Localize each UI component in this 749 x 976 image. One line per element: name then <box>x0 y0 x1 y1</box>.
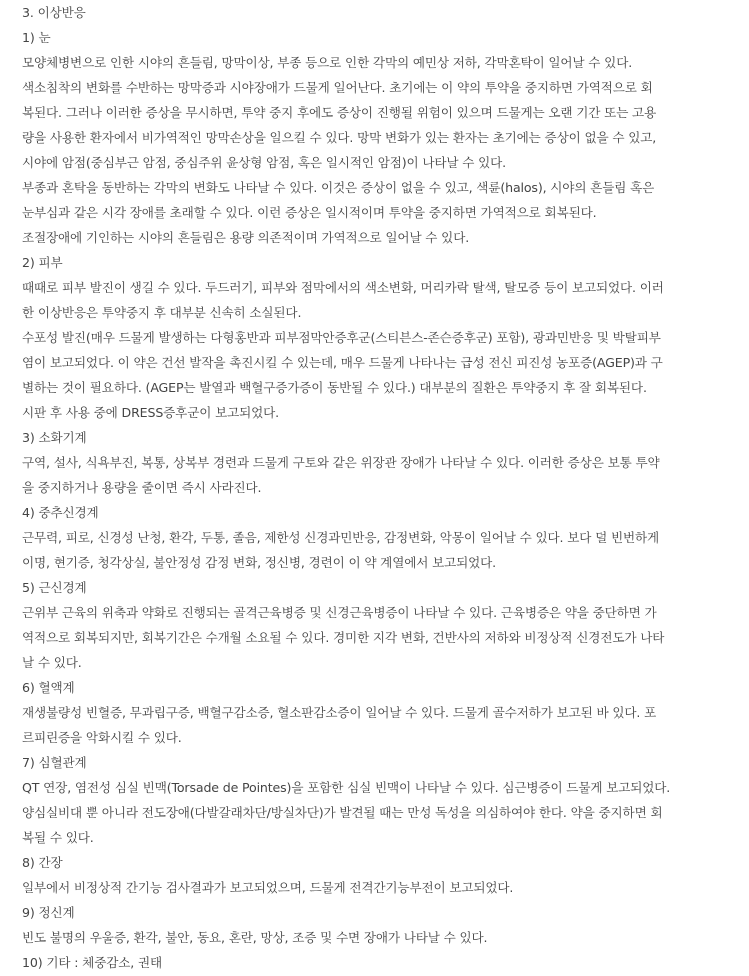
paragraph-line: 르피린증을 악화시킬 수 있다. <box>22 730 182 745</box>
paragraph-line: 색소침착의 변화를 수반하는 망막증과 시야장애가 드물게 일어난다. 초기에는 이 약의 투약을 중지하면 가역적으로 회 <box>22 80 653 95</box>
paragraph-line: 모양체병변으로 인한 시야의 흔들림, 망막이상, 부종 등으로 인한 각막의 예민상 저하, 각막혼탁이 일어날 수 있다. <box>22 55 633 70</box>
paragraph-line: 시야에 암점(중심부근 암점, 중심주위 윤상형 암점, 혹은 일시적인 암점)이 나타날 수 있다. <box>22 155 507 170</box>
paragraph-line: QT 연장, 염전성 심실 빈맥(Torsade de Pointes)을 포함한 심실 빈맥이 나타날 수 있다. 심근병증이 드물게 보고되었다. <box>22 780 671 795</box>
paragraph-line: 날 수 있다. <box>22 655 82 670</box>
paragraph-line: 이명, 현기증, 청각상실, 불안정성 감정 변화, 정신병, 경련이 이 약 계열에서 보고되었다. <box>22 555 497 570</box>
paragraph-line: 눈부심과 같은 시각 장애를 초래할 수 있다. 이런 증상은 일시적이며 투약을 중지하면 가역적으로 회복된다. <box>22 205 597 220</box>
subsection-heading-cardiovascular: 7) 심혈관계 <box>22 755 87 770</box>
paragraph-line: 조절장애에 기인하는 시야의 흔들림은 용량 의존적이며 가역적으로 일어날 수 있다. <box>22 230 470 245</box>
subsection-heading-digestive: 3) 소화기계 <box>22 430 87 445</box>
paragraph-line: 한 이상반응은 투약중지 후 대부분 신속히 소실된다. <box>22 305 302 320</box>
paragraph-line: 량을 사용한 환자에서 비가역적인 망막손상을 일으킬 수 있다. 망막 변화가 있는 환자는 초기에는 증상이 없을 수 있고, <box>22 130 657 145</box>
paragraph-line: 구역, 설사, 식욕부진, 복통, 상복부 경련과 드물게 구토와 같은 위장관 장애가 나타날 수 있다. 이러한 증상은 보통 투약 <box>22 455 660 470</box>
paragraph-line: 때때로 피부 발진이 생길 수 있다. 두드러기, 피부와 점막에서의 색소변화, 머리카락 탈색, 탈모증 등이 보고되었다. 이러 <box>22 280 664 295</box>
paragraph-line: 시판 후 사용 중에 DRESS증후군이 보고되었다. <box>22 405 280 420</box>
paragraph-line: 빈도 불명의 우울증, 환각, 불안, 동요, 혼란, 망상, 조증 및 수면 장애가 나타날 수 있다. <box>22 930 488 945</box>
subsection-heading-skin: 2) 피부 <box>22 255 63 270</box>
paragraph-line: 부종과 혼탁을 동반하는 각막의 변화도 나타날 수 있다. 이것은 증상이 없을 수 있고, 색륜(halos), 시야의 흔들림 혹은 <box>22 180 655 195</box>
paragraph-line: 별하는 것이 필요하다. (AGEP는 발열과 백혈구증가증이 동반될 수 있다.) 대부분의 질환은 투약중지 후 잘 회복된다. <box>22 380 647 395</box>
paragraph-line: 근무력, 피로, 신경성 난청, 환각, 두통, 졸음, 제한성 신경과민반응, 감정변화, 악몽이 일어날 수 있다. 보다 덜 빈번하게 <box>22 530 660 545</box>
paragraph-line: 일부에서 비정상적 간기능 검사결과가 보고되었으며, 드물게 전격간기능부전이 보고되었다. <box>22 880 514 895</box>
subsection-heading-liver: 8) 간장 <box>22 855 63 870</box>
paragraph-line: 복될 수 있다. <box>22 830 94 845</box>
subsection-heading-psychiatric: 9) 정신계 <box>22 905 75 920</box>
paragraph-line: 근위부 근육의 위축과 약화로 진행되는 골격근육병증 및 신경근육병증이 나타날 수 있다. 근육병증은 약을 중단하면 가 <box>22 605 657 620</box>
subsection-heading-cns: 4) 중추신경계 <box>22 505 99 520</box>
paragraph-line: 역적으로 회복되지만, 회복기간은 수개월 소요될 수 있다. 경미한 지각 변화, 건반사의 저하와 비정상적 신경전도가 나타 <box>22 630 665 645</box>
paragraph-line: 재생불량성 빈혈증, 무과립구증, 백혈구감소증, 혈소판감소증이 일어날 수 있다. 드물게 골수저하가 보고된 바 있다. 포 <box>22 705 657 720</box>
subsection-heading-eye: 1) 눈 <box>22 30 51 45</box>
paragraph-line: 양심실비대 뿐 아니라 전도장애(다발갈래차단/방실차단)가 발견될 때는 만성 독성을 의심하여야 한다. 약을 중지하면 회 <box>22 805 663 820</box>
paragraph-line: 을 중지하거나 용량을 줄이면 즉시 사라진다. <box>22 480 262 495</box>
paragraph-line: 수포성 발진(매우 드물게 발생하는 다형홍반과 피부점막안증후군(스티븐스-존슨증후군) 포함), 광과민반응 및 박탈피부 <box>22 330 661 345</box>
paragraph-line: 복된다. 그러나 이러한 증상을 무시하면, 투약 중지 후에도 증상이 진행될 위험이 있으며 드물게는 오랜 기간 또는 고용 <box>22 105 657 120</box>
subsection-heading-neuromuscular: 5) 근신경계 <box>22 580 87 595</box>
section-heading: 3. 이상반응 <box>22 5 86 20</box>
paragraph-line: 염이 보고되었다. 이 약은 건선 발작을 촉진시킬 수 있는데, 매우 드물게 나타나는 급성 전신 피진성 농포증(AGEP)과 구 <box>22 355 663 370</box>
subsection-heading-blood: 6) 혈액계 <box>22 680 75 695</box>
subsection-heading-other: 10) 기타 : 체중감소, 권태 <box>22 955 162 970</box>
